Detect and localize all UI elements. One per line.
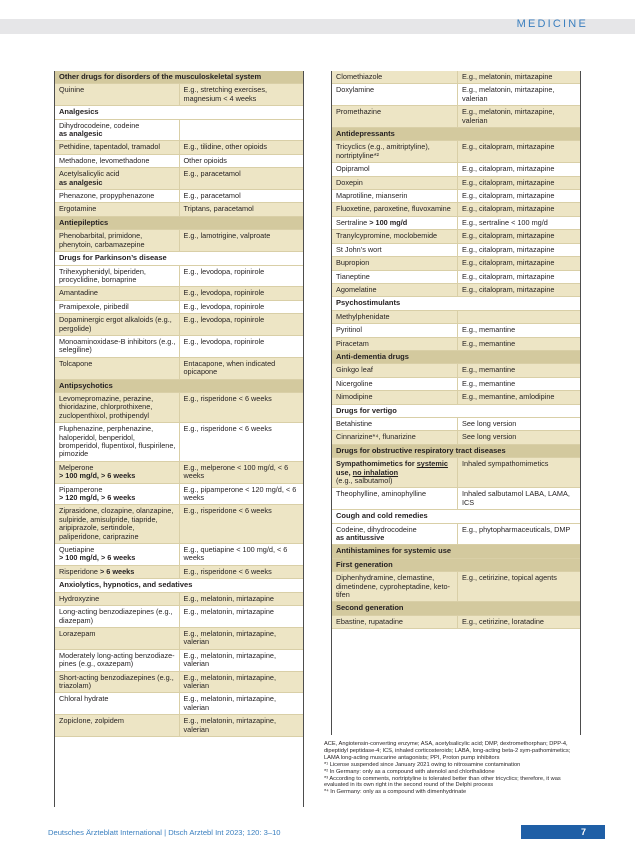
alternative-cell: E.g., levodopa, ropinirole bbox=[179, 335, 303, 357]
section-header-row bbox=[55, 106, 303, 119]
drug-name: Tolcapone bbox=[59, 358, 93, 368]
section-header-row bbox=[55, 252, 303, 265]
drug-name: Opipramol bbox=[336, 164, 370, 174]
alternative-cell: E.g., pipamperone < 120 mg/d, < 6 weeks bbox=[179, 483, 303, 505]
section-title: Psychostimulants bbox=[332, 297, 580, 310]
section-header-row bbox=[55, 71, 303, 84]
section-header-row bbox=[55, 379, 303, 392]
drug-name-cell bbox=[332, 417, 458, 430]
table-row bbox=[332, 230, 580, 243]
drug-qualifier: > 6 weeks bbox=[99, 566, 135, 576]
drug-name: Fluphenazine, perphenazine, haloperidol, benperidol, bromperidol, flupentixol, fluspirilene, pimozide bbox=[59, 424, 176, 459]
table-row bbox=[332, 216, 580, 229]
table-row bbox=[332, 257, 580, 270]
drug-name-cell bbox=[55, 671, 179, 693]
section-label: MEDICINE bbox=[516, 18, 588, 30]
alternative-cell: See long version bbox=[458, 431, 581, 444]
section-header-row bbox=[332, 558, 580, 571]
alternative-cell: Triptans, paracetamol bbox=[179, 203, 303, 216]
drug-name-cell bbox=[55, 314, 179, 336]
alternative-cell: E.g., citalopram, mirtazapine bbox=[458, 176, 581, 189]
drug-name: Levomepromazine, perazine, thioridazine, chlorprothixene, zuclopenthixol, prothipendyl bbox=[59, 393, 154, 420]
table-row bbox=[55, 606, 303, 628]
drug-name-cell bbox=[332, 391, 458, 404]
table-row bbox=[332, 270, 580, 283]
alternative-cell: E.g., melatonin, mirtazapine bbox=[179, 592, 303, 605]
drug-name-cell bbox=[55, 287, 179, 300]
drug-name-cell bbox=[332, 572, 458, 602]
drug-name-cell bbox=[55, 154, 179, 167]
alternative-cell: See long version bbox=[458, 417, 581, 430]
table-row bbox=[55, 168, 303, 190]
table-row bbox=[332, 71, 580, 84]
drug-name-cell bbox=[55, 119, 179, 141]
drug-name-cell bbox=[55, 392, 179, 422]
drug-name-cell bbox=[55, 649, 179, 671]
drug-qualifier: as analgesic bbox=[59, 129, 103, 139]
drug-name: Sympathomimetics for systemic use, no inhalation bbox=[336, 459, 448, 477]
section-header-row bbox=[332, 545, 580, 558]
alternative-cell: E.g., citalopram, mirtazapine bbox=[458, 270, 581, 283]
drug-name: Maprotiline, mianserin bbox=[336, 191, 408, 201]
drug-name: Monoaminoxidase-B inhibitors (e.g., selegiline) bbox=[59, 336, 176, 355]
drug-name: Fluoxetine, paroxetine, fluvoxamine bbox=[336, 204, 451, 214]
drug-name: Ginkgo leaf bbox=[336, 365, 373, 375]
drug-name: Melperone bbox=[59, 462, 94, 472]
alternative-cell: E.g., melatonin, mirtazapine, valerian bbox=[179, 627, 303, 649]
alternative-cell: E.g., levodopa, ropinirole bbox=[179, 265, 303, 287]
table-row bbox=[332, 310, 580, 323]
alternative-cell: Inhaled sympathomimetics bbox=[458, 458, 581, 488]
drug-name: Ziprasidone, clozapine, olanzapine, sulpiride, amisulpride, tiapride, aripiprazole, sertindole, paliperidone, cariprazine bbox=[59, 506, 174, 541]
drug-qualifier: > 100 mg/d, > 6 weeks bbox=[59, 553, 136, 563]
citation-text: Dtsch Arztebl Int 2023; 120: 3–10 bbox=[168, 828, 281, 837]
table-row bbox=[55, 190, 303, 203]
section-title: Anxiolytics, hypnotics, and sedatives bbox=[55, 579, 303, 592]
footnote: *⁴ In Germany: only as a compound with dimenhydrinate bbox=[324, 789, 467, 796]
drug-name: Doxepin bbox=[336, 177, 363, 187]
table-row bbox=[55, 154, 303, 167]
page-number: 7 bbox=[521, 825, 605, 839]
drug-name: St John’s wort bbox=[336, 244, 382, 254]
drug-name-cell bbox=[332, 458, 458, 488]
table-row bbox=[55, 265, 303, 287]
drug-name: Doxylamine bbox=[336, 85, 375, 95]
drug-name: Trihexyphenidyl, biperiden, procyclidine, bornaprine bbox=[59, 266, 146, 284]
drug-name: Dihydrocodeine, codeine bbox=[59, 120, 140, 130]
table-row bbox=[55, 141, 303, 154]
section-header-row bbox=[332, 128, 580, 141]
drug-name: Chloral hydrate bbox=[59, 694, 109, 704]
section-title: Analgesics bbox=[55, 106, 303, 119]
drug-name: Amantadine bbox=[59, 288, 98, 298]
alternative-cell: E.g., memantine, amlodipine bbox=[458, 391, 581, 404]
section-title: Anti-dementia drugs bbox=[332, 350, 580, 363]
drug-name-cell bbox=[55, 300, 179, 313]
section-title: Drugs for vertigo bbox=[332, 404, 580, 417]
table-row bbox=[55, 671, 303, 693]
drug-name: Quetiapine bbox=[59, 545, 95, 555]
table-row bbox=[332, 572, 580, 602]
alternative-cell: E.g., cetirizine, loratadine bbox=[458, 615, 581, 628]
table-row bbox=[55, 544, 303, 566]
drug-name-cell bbox=[332, 71, 458, 84]
drug-name-cell bbox=[332, 431, 458, 444]
alternative-cell: E.g., citalopram, mirtazapine bbox=[458, 243, 581, 256]
alternative-cell: E.g., melperone < 100 mg/d, < 6 weeks bbox=[179, 461, 303, 483]
alternative-cell: E.g., citalopram, mirtazapine bbox=[458, 257, 581, 270]
alternative-cell: E.g., cetirizine, topical agents bbox=[458, 572, 581, 602]
alternative-cell: E.g., melatonin, mirtazapine bbox=[458, 71, 581, 84]
table-row bbox=[55, 715, 303, 737]
table-row bbox=[332, 163, 580, 176]
drug-name-cell bbox=[332, 523, 458, 545]
table-row bbox=[332, 391, 580, 404]
alternative-cell: E.g., melatonin, mirtazapine, valerian bbox=[179, 649, 303, 671]
alternative-cell: E.g., melatonin, mirtazapine, valerian bbox=[179, 671, 303, 693]
footer-citation: Deutsches Ärzteblatt International | Dtsch Arztebl Int 2023; 120: 3–10 bbox=[48, 828, 281, 837]
table-row bbox=[332, 458, 580, 488]
drug-name: Ebastine, rupatadine bbox=[336, 616, 403, 626]
alternative-cell: E.g., risperidone < 6 weeks bbox=[179, 423, 303, 462]
footnote: *² In Germany: only as a compound with atenolol and chlorthalidone bbox=[324, 768, 495, 775]
drug-name-cell bbox=[332, 216, 458, 229]
section-title: Other drugs for disorders of the musculoskeletal system bbox=[55, 71, 303, 84]
alternative-cell: E.g., memantine bbox=[458, 377, 581, 390]
section-title: Second generation bbox=[332, 602, 580, 615]
table-row bbox=[332, 488, 580, 510]
section-title: Cough and cold remedies bbox=[332, 510, 580, 523]
drug-name-cell bbox=[332, 488, 458, 510]
drug-name-cell bbox=[55, 423, 179, 462]
drug-name: Long-acting benzodiazepines (e.g., diazepam) bbox=[59, 607, 173, 625]
drug-name: Clomethiazole bbox=[336, 72, 383, 81]
alternative-cell: E.g., stretching exercises, magnesium < 4 weeks bbox=[179, 84, 303, 106]
alternative-cell: E.g., sertraline < 100 mg/d bbox=[458, 216, 581, 229]
table-right-column bbox=[331, 71, 581, 735]
alternative-cell: E.g., melatonin, mirtazapine, valerian bbox=[179, 693, 303, 715]
alternative-cell: Other opioids bbox=[179, 154, 303, 167]
table-row bbox=[332, 523, 580, 545]
drug-name-cell bbox=[332, 163, 458, 176]
drug-name-cell bbox=[332, 283, 458, 296]
table-row bbox=[55, 461, 303, 483]
drug-name-cell bbox=[332, 141, 458, 163]
alternative-cell: E.g., tilidine, other opioids bbox=[179, 141, 303, 154]
alternative-cell: E.g., melatonin, mirtazapine bbox=[179, 606, 303, 628]
table-footnotes bbox=[324, 741, 586, 796]
drug-name: Nimodipine bbox=[336, 392, 373, 402]
drug-name-cell bbox=[55, 565, 179, 578]
table-row bbox=[55, 287, 303, 300]
drug-name: Promethazine bbox=[336, 107, 382, 117]
table-row bbox=[55, 649, 303, 671]
section-header-row bbox=[332, 510, 580, 523]
drug-name: Betahistine bbox=[336, 418, 373, 428]
drug-name: Tranylcypromine, moclobemide bbox=[336, 231, 438, 241]
drug-qualifier: > 120 mg/d, > 6 weeks bbox=[59, 493, 136, 503]
section-title: Antidepressants bbox=[332, 128, 580, 141]
drug-name-cell bbox=[332, 84, 458, 106]
drug-name: Piracetam bbox=[336, 338, 369, 348]
drug-name: Theophylline, aminophylline bbox=[336, 489, 427, 499]
table-row bbox=[332, 203, 580, 216]
drug-name-cell bbox=[55, 592, 179, 605]
table-left-column bbox=[54, 71, 304, 807]
table-row bbox=[332, 615, 580, 628]
footnote: *³ According to comments, nortriptyline is tolerated better than other tricyclics; therefore, it was evaluated in its own right in the second round of the Delphi process bbox=[324, 775, 561, 789]
drug-name-cell bbox=[55, 84, 179, 106]
table-row bbox=[332, 417, 580, 430]
table-row bbox=[55, 565, 303, 578]
drug-name: Tianeptine bbox=[336, 271, 370, 281]
table-row bbox=[332, 377, 580, 390]
alternative-cell bbox=[179, 119, 303, 141]
alternative-cell: E.g., melatonin, mirtazapine, valerian bbox=[458, 106, 581, 128]
drug-name: Hydroxyzine bbox=[59, 593, 100, 603]
table-row bbox=[332, 324, 580, 337]
drug-name: Sertraline bbox=[336, 217, 368, 227]
drug-name: Diphenhydramine, clemastine, dimetindene, cyproheptadine, keto-tifen bbox=[336, 573, 450, 600]
drug-name-cell bbox=[332, 203, 458, 216]
table-row bbox=[332, 364, 580, 377]
table-row bbox=[55, 392, 303, 422]
alternative-cell: E.g., citalopram, mirtazapine bbox=[458, 203, 581, 216]
footnote: *¹ License suspended since January 2021 owing to nitrosamine contamination bbox=[324, 761, 521, 768]
section-title: First generation bbox=[332, 558, 580, 571]
drug-qualifier: > 100 mg/d, > 6 weeks bbox=[59, 471, 136, 481]
alternative-cell: E.g., quetiapine < 100 mg/d, < 6 weeks bbox=[179, 544, 303, 566]
drug-name: Pyritinol bbox=[336, 325, 362, 335]
drug-name-cell bbox=[332, 337, 458, 350]
section-title: Drugs for obstructive respiratory tract diseases bbox=[332, 444, 580, 457]
table-row bbox=[55, 423, 303, 462]
drug-name: Methylphenidate bbox=[336, 311, 390, 321]
alternative-cell: Entacapone, when indicated opicapone bbox=[179, 357, 303, 379]
table-row bbox=[332, 283, 580, 296]
drug-name-cell bbox=[55, 606, 179, 628]
drug-name-cell bbox=[332, 176, 458, 189]
drug-name-cell bbox=[55, 461, 179, 483]
drug-name: Zopiclone, zolpidem bbox=[59, 716, 124, 726]
drug-name-cell bbox=[55, 230, 179, 252]
drug-name-cell bbox=[55, 203, 179, 216]
alternative-cell: E.g., memantine bbox=[458, 324, 581, 337]
drug-name: Agomelatine bbox=[336, 284, 377, 294]
drug-table-left bbox=[55, 71, 303, 737]
footnote: ACE, Angiotensin-converting enzyme; ASA, acetylsalicylic acid; DMP, dextromethorphan; DPP-4, dipeptidyl peptidase-4; ICS, inhaled corticosteroids; LABA, long-acting beta-2 sym-pathomimetics; LAMA long-acting muscarine antagonists; PPI, Proton pump inhibitors bbox=[324, 741, 571, 761]
drug-name-cell bbox=[332, 364, 458, 377]
section-title: Antihistamines for systemic use bbox=[332, 545, 580, 558]
table-row bbox=[55, 203, 303, 216]
drug-name-cell bbox=[55, 357, 179, 379]
alternative-cell: E.g., memantine bbox=[458, 364, 581, 377]
drug-name-cell bbox=[332, 230, 458, 243]
table-row bbox=[55, 592, 303, 605]
alternative-cell: E.g., memantine bbox=[458, 337, 581, 350]
table-row bbox=[332, 243, 580, 256]
section-title: Antipsychotics bbox=[55, 379, 303, 392]
drug-name-cell bbox=[55, 168, 179, 190]
table-row bbox=[332, 190, 580, 203]
section-header-row bbox=[332, 297, 580, 310]
drug-qualifier: as antitussive bbox=[336, 533, 385, 543]
drug-name: Pethidine, tapentadol, tramadol bbox=[59, 142, 161, 152]
table-row bbox=[55, 84, 303, 106]
table-row bbox=[332, 176, 580, 189]
drug-name: Ergotamine bbox=[59, 204, 97, 214]
section-header-row bbox=[332, 404, 580, 417]
journal-name: Deutsches Ärzteblatt International bbox=[48, 828, 162, 837]
drug-name-cell bbox=[332, 257, 458, 270]
drug-name: Phenobarbital, primidone, phenytoin, carbamazepine bbox=[59, 231, 145, 249]
table-row bbox=[55, 300, 303, 313]
drug-name-cell bbox=[55, 335, 179, 357]
drug-name-cell bbox=[55, 544, 179, 566]
table-row bbox=[332, 106, 580, 128]
alternative-cell: E.g., risperidone < 6 weeks bbox=[179, 565, 303, 578]
table-row bbox=[55, 693, 303, 715]
table-row bbox=[55, 335, 303, 357]
table-row bbox=[332, 431, 580, 444]
drug-name: Lorazepam bbox=[59, 628, 96, 638]
drug-name-cell bbox=[55, 505, 179, 544]
drug-name: Phenazone, propyphenazone bbox=[59, 191, 155, 201]
drug-name-cell bbox=[55, 693, 179, 715]
alternative-cell: E.g., melatonin, mirtazapine, valerian bbox=[179, 715, 303, 737]
table-row bbox=[332, 84, 580, 106]
alternative-cell: E.g., levodopa, ropinirole bbox=[179, 300, 303, 313]
drug-name: Short-acting benzodiazepines (e.g., triazolam) bbox=[59, 672, 174, 690]
alternative-cell: E.g., citalopram, mirtazapine bbox=[458, 230, 581, 243]
drug-name-cell bbox=[55, 265, 179, 287]
drug-name-cell bbox=[332, 377, 458, 390]
table-row bbox=[55, 627, 303, 649]
drug-name-cell bbox=[332, 615, 458, 628]
table-row bbox=[332, 141, 580, 163]
alternative-cell: E.g., levodopa, ropinirole bbox=[179, 287, 303, 300]
drug-name-cell bbox=[332, 190, 458, 203]
alternative-cell: E.g., paracetamol bbox=[179, 168, 303, 190]
alternative-cell: E.g., paracetamol bbox=[179, 190, 303, 203]
drug-name: Pipamperone bbox=[59, 484, 103, 494]
drug-name: Quinine bbox=[59, 85, 85, 95]
alternative-cell: E.g., lamotrigine, valproate bbox=[179, 230, 303, 252]
drug-name-cell bbox=[332, 324, 458, 337]
table-row bbox=[55, 357, 303, 379]
drug-name-cell bbox=[55, 190, 179, 203]
drug-table-right bbox=[332, 71, 580, 629]
table-row bbox=[55, 483, 303, 505]
alternative-cell: E.g., citalopram, mirtazapine bbox=[458, 283, 581, 296]
table-row bbox=[332, 337, 580, 350]
alternative-cell: E.g., citalopram, mirtazapine bbox=[458, 163, 581, 176]
drug-qualifier: as analgesic bbox=[59, 177, 103, 187]
drug-name: Methadone, levomethadone bbox=[59, 155, 150, 165]
alternative-cell: Inhaled salbutamol LABA, LAMA, ICS bbox=[458, 488, 581, 510]
section-header-row bbox=[55, 579, 303, 592]
drug-name: Cinnarizine*⁴, flunarizine bbox=[336, 432, 416, 442]
drug-name-cell bbox=[55, 483, 179, 505]
drug-name-cell bbox=[55, 715, 179, 737]
drug-name: Nicergoline bbox=[336, 378, 373, 388]
drug-name: Dopaminergic ergot alkaloids (e.g., pergolide) bbox=[59, 315, 172, 333]
section-header-row bbox=[332, 350, 580, 363]
alternative-cell: E.g., citalopram, mirtazapine bbox=[458, 190, 581, 203]
drug-name: Moderately long-acting benzodiaze-pines (e.g., oxazepam) bbox=[59, 650, 175, 669]
table-row bbox=[55, 314, 303, 336]
drug-name-cell bbox=[332, 270, 458, 283]
table-row bbox=[55, 505, 303, 544]
alternative-cell bbox=[458, 310, 581, 323]
alternative-cell: E.g., risperidone < 6 weeks bbox=[179, 505, 303, 544]
section-title: Antiepileptics bbox=[55, 216, 303, 229]
section-header-row bbox=[332, 444, 580, 457]
drug-name-cell bbox=[55, 141, 179, 154]
table-row bbox=[55, 230, 303, 252]
section-title: Drugs for Parkinson’s disease bbox=[55, 252, 303, 265]
drug-name: Codeine, dihydrocodeine bbox=[336, 524, 417, 534]
alternative-cell: E.g., levodopa, ropinirole bbox=[179, 314, 303, 336]
drug-name-cell bbox=[332, 243, 458, 256]
section-header-row bbox=[332, 602, 580, 615]
drug-name-cell bbox=[332, 310, 458, 323]
drug-name-cell bbox=[55, 627, 179, 649]
drug-name: Tricyclics (e.g., amitriptyline), nortriptyline*² bbox=[336, 142, 430, 160]
alternative-cell: E.g., melatonin, mirtazapine, valerian bbox=[458, 84, 581, 106]
section-header-row bbox=[55, 216, 303, 229]
alternative-cell: E.g., risperidone < 6 weeks bbox=[179, 392, 303, 422]
drug-dose: > 100 mg/d bbox=[369, 217, 408, 227]
drug-name: Acetylsalicylic acid bbox=[59, 169, 120, 179]
table-row bbox=[55, 119, 303, 141]
drug-name: Pramipexole, piribedil bbox=[59, 301, 129, 311]
drug-example: (e.g., salbutamol) bbox=[336, 476, 393, 485]
alternative-cell: E.g., citalopram, mirtazapine bbox=[458, 141, 581, 163]
drug-name-cell bbox=[332, 106, 458, 128]
drug-name: Bupropion bbox=[336, 258, 370, 268]
drug-name: Risperidone bbox=[59, 566, 98, 576]
alternative-cell: E.g., phytopharmaceuticals, DMP bbox=[458, 523, 581, 545]
